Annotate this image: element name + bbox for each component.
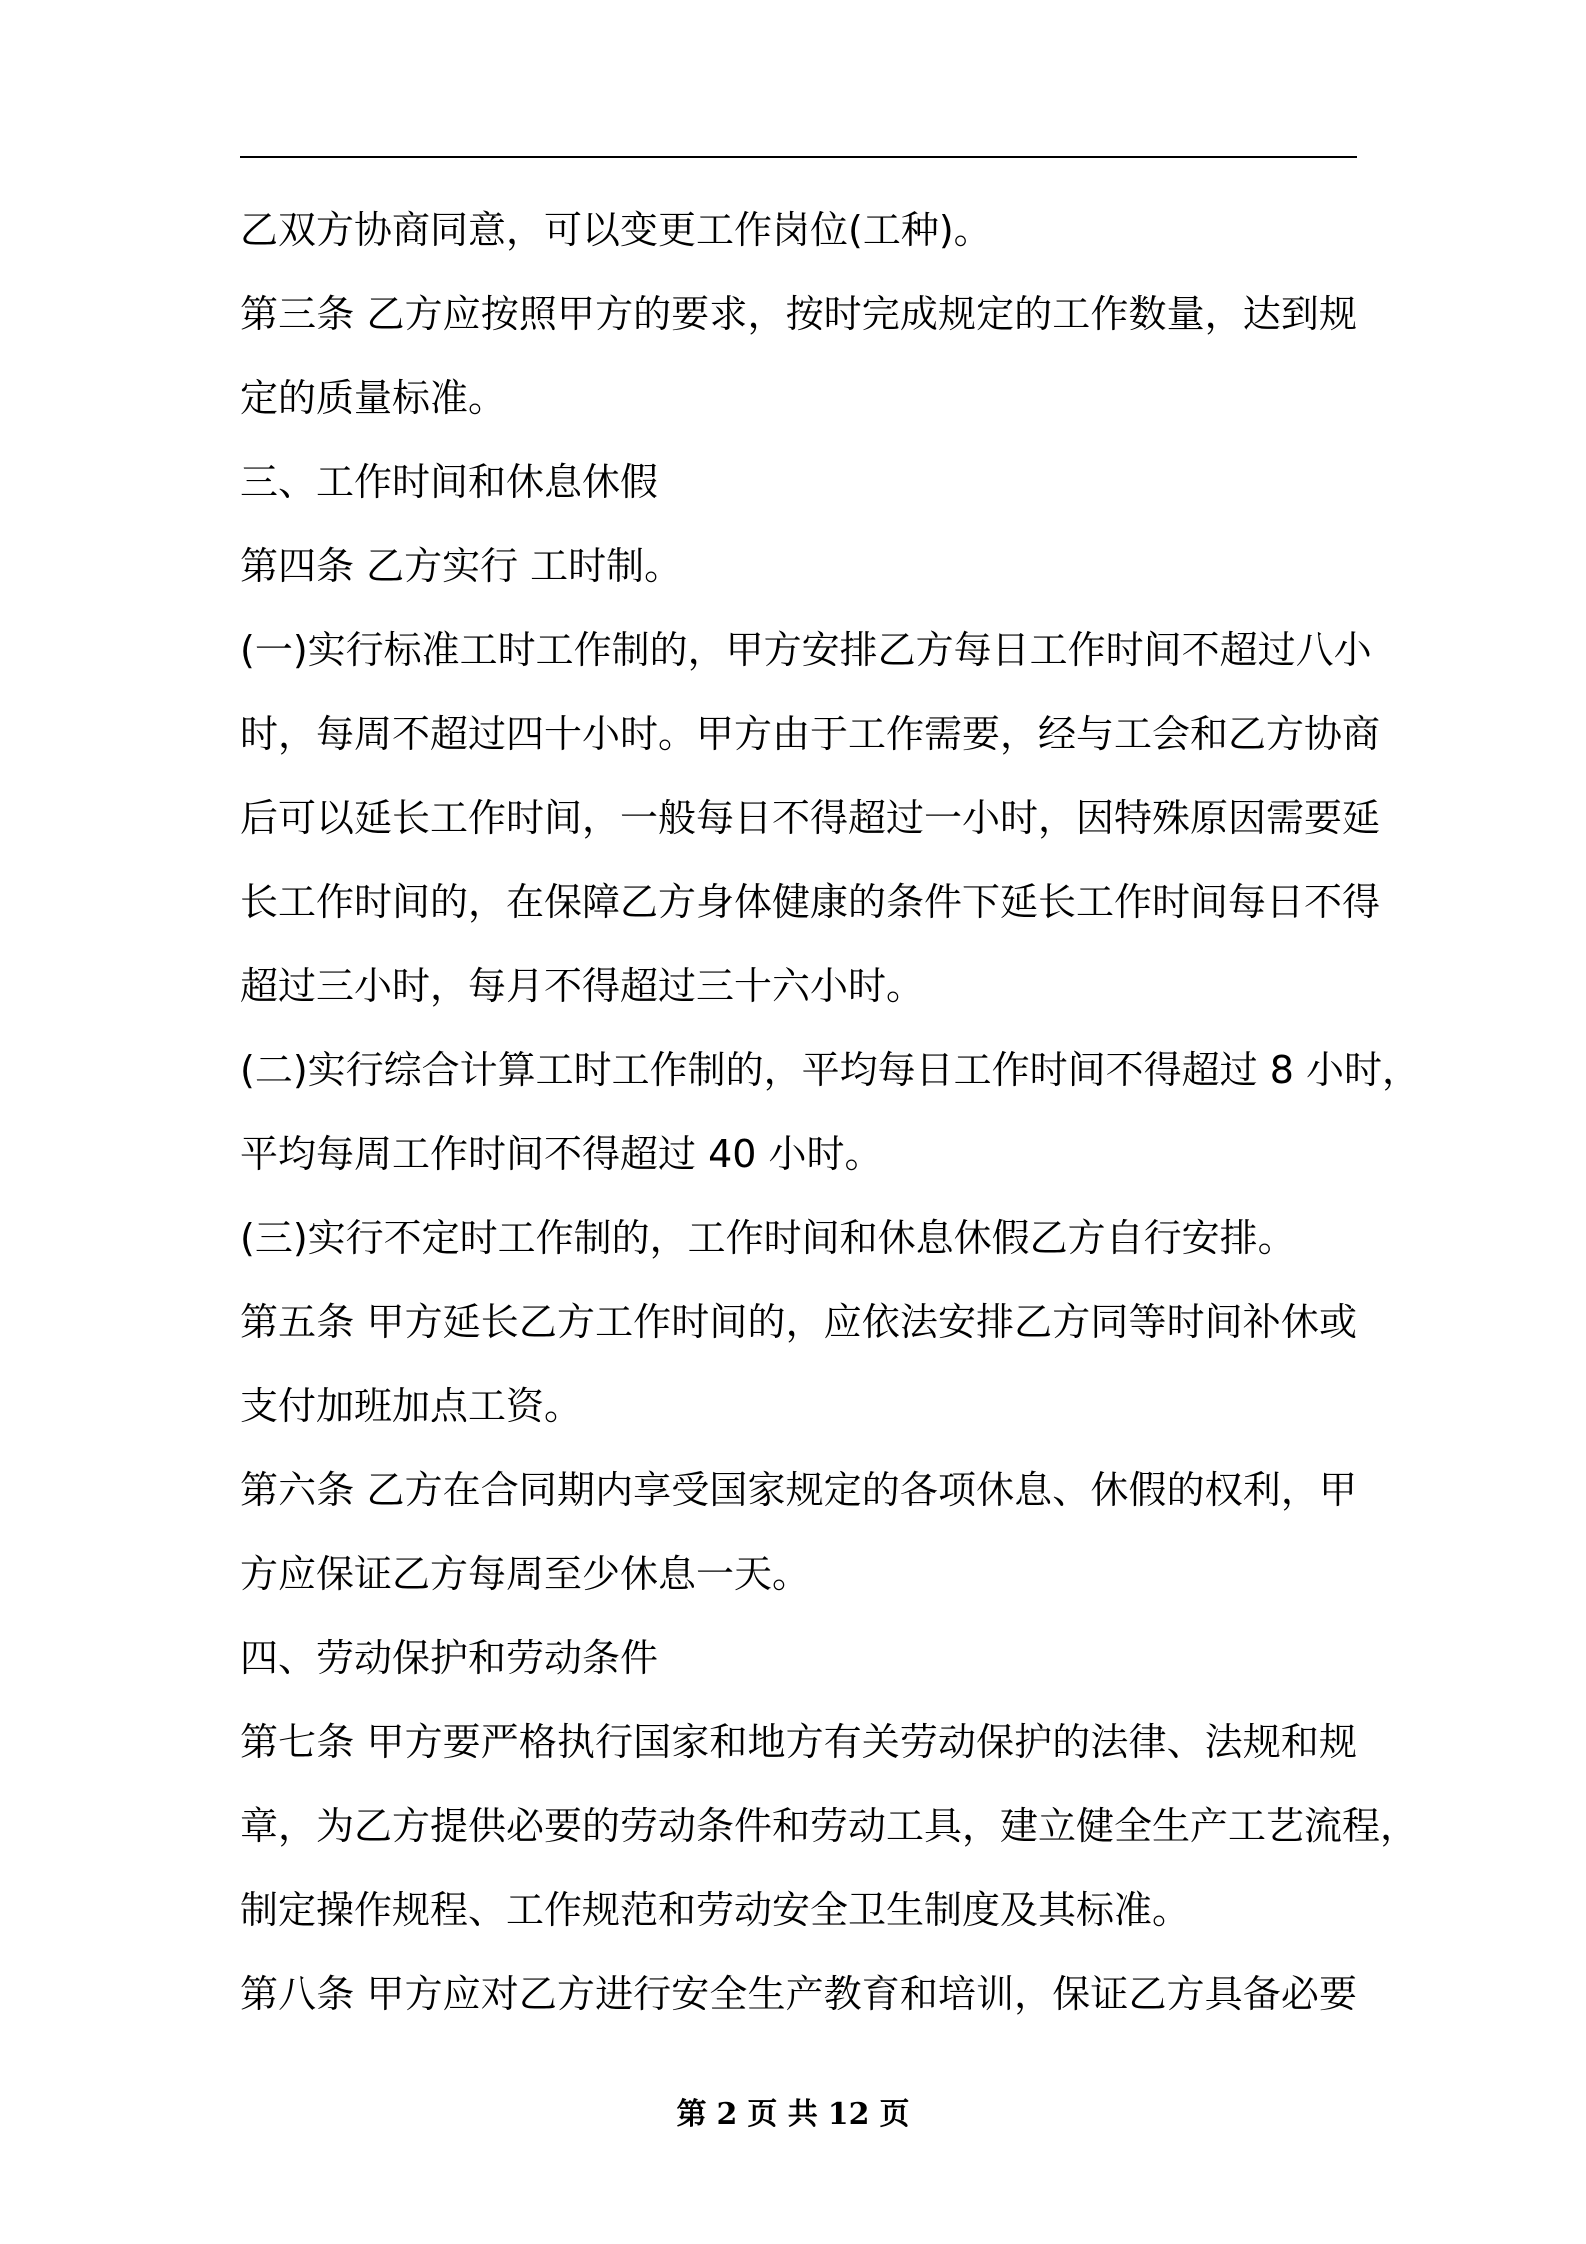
text-line: 第六条 乙方在合同期内享受国家规定的各项休息、休假的权利，甲 <box>240 1468 1357 1512</box>
current-page-number: 2 <box>716 2097 738 2132</box>
page-footer <box>0 2095 1586 2135</box>
text-line: 第三条 乙方应按照甲方的要求，按时完成规定的工作数量，达到规 <box>240 292 1357 336</box>
text-line: (一)实行标准工时工作制的，甲方安排乙方每日工作时间不超过八小 <box>240 628 1372 672</box>
text-line: 时，每周不超过四十小时。甲方由于工作需要，经与工会和乙方协商 <box>240 712 1381 756</box>
page-label-mid: 页 共 <box>747 2097 818 2132</box>
page-label-prefix: 第 <box>676 2097 707 2132</box>
text-line: (二)实行综合计算工时工作制的，平均每日工作时间不得超过 8 小时， <box>240 1048 1420 1092</box>
text-line: 第四条 乙方实行 工时制。 <box>240 544 683 588</box>
text-line: (三)实行不定时工作制的，工作时间和休息休假乙方自行安排。 <box>240 1216 1296 1260</box>
text-line: 制定操作规程、工作规范和劳动安全卫生制度及其标准。 <box>240 1888 1191 1932</box>
text-line: 定的质量标准。 <box>240 376 507 420</box>
text-line: 第五条 甲方延长乙方工作时间的，应依法安排乙方同等时间补休或 <box>240 1300 1357 1344</box>
page-label-suffix: 页 <box>879 2097 910 2132</box>
text-line: 章，为乙方提供必要的劳动条件和劳动工具，建立健全生产工艺流程， <box>240 1804 1419 1848</box>
text-line: 平均每周工作时间不得超过 40 小时。 <box>240 1132 883 1176</box>
section-heading: 三、工作时间和休息休假 <box>240 460 659 504</box>
text-line: 方应保证乙方每周至少休息一天。 <box>240 1552 811 1596</box>
text-line: 后可以延长工作时间，一般每日不得超过一小时，因特殊原因需要延 <box>240 796 1381 840</box>
text-line: 超过三小时，每月不得超过三十六小时。 <box>240 964 925 1008</box>
text-line: 乙双方协商同意，可以变更工作岗位(工种)。 <box>240 208 992 252</box>
text-line: 第八条 甲方应对乙方进行安全生产教育和培训，保证乙方具备必要 <box>240 1972 1357 2016</box>
text-line: 第七条 甲方要严格执行国家和地方有关劳动保护的法律、法规和规 <box>240 1720 1357 1764</box>
text-line: 支付加班加点工资。 <box>240 1384 583 1428</box>
section-heading: 四、劳动保护和劳动条件 <box>240 1636 659 1680</box>
header-rule <box>240 156 1357 158</box>
text-line: 长工作时间的，在保障乙方身体健康的条件下延长工作时间每日不得 <box>240 880 1381 924</box>
total-pages-number: 12 <box>827 2097 870 2132</box>
